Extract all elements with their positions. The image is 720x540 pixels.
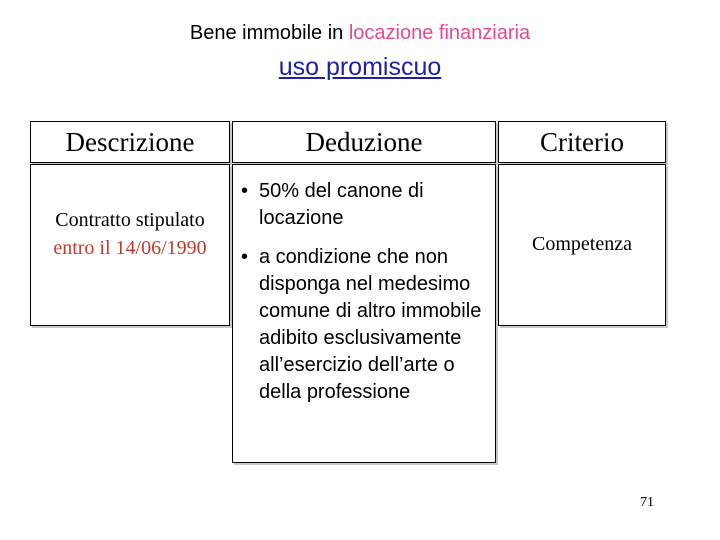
- header-deduzione: [232, 121, 496, 163]
- header-descrizione-label: Descrizione: [65, 126, 195, 157]
- header-criterio-label: Criterio: [540, 126, 624, 157]
- slide-title: [0, 22, 720, 45]
- title-prefix: Bene immobile in: [189, 22, 349, 44]
- deduzione-bullet: • a condizione che non disponga nel medesimo comune di altro immobile adibito esclusivamente all’esercizio dell’arte o della professione: [241, 244, 491, 406]
- deduzione-bullet: • 50% del canone di locazione: [241, 178, 491, 232]
- header-descrizione: [30, 121, 230, 163]
- slide-subtitle: uso promiscuo: [278, 53, 442, 81]
- cell-descrizione: [30, 164, 230, 326]
- cell-criterio: [498, 164, 666, 326]
- deduzione-bullet-list: [241, 178, 491, 418]
- title-highlight: locazione finanziaria: [348, 22, 531, 44]
- criterio-text: Competenza: [532, 233, 632, 255]
- page-number: 71: [640, 495, 654, 510]
- descrizione-text: [31, 206, 229, 262]
- header-criterio: [498, 121, 666, 163]
- descrizione-line2: entro il 14/06/1990: [53, 237, 207, 259]
- descrizione-line1: Contratto stipulato: [55, 209, 205, 231]
- cell-deduzione: [232, 164, 496, 463]
- header-deduzione-label: Deduzione: [305, 126, 423, 157]
